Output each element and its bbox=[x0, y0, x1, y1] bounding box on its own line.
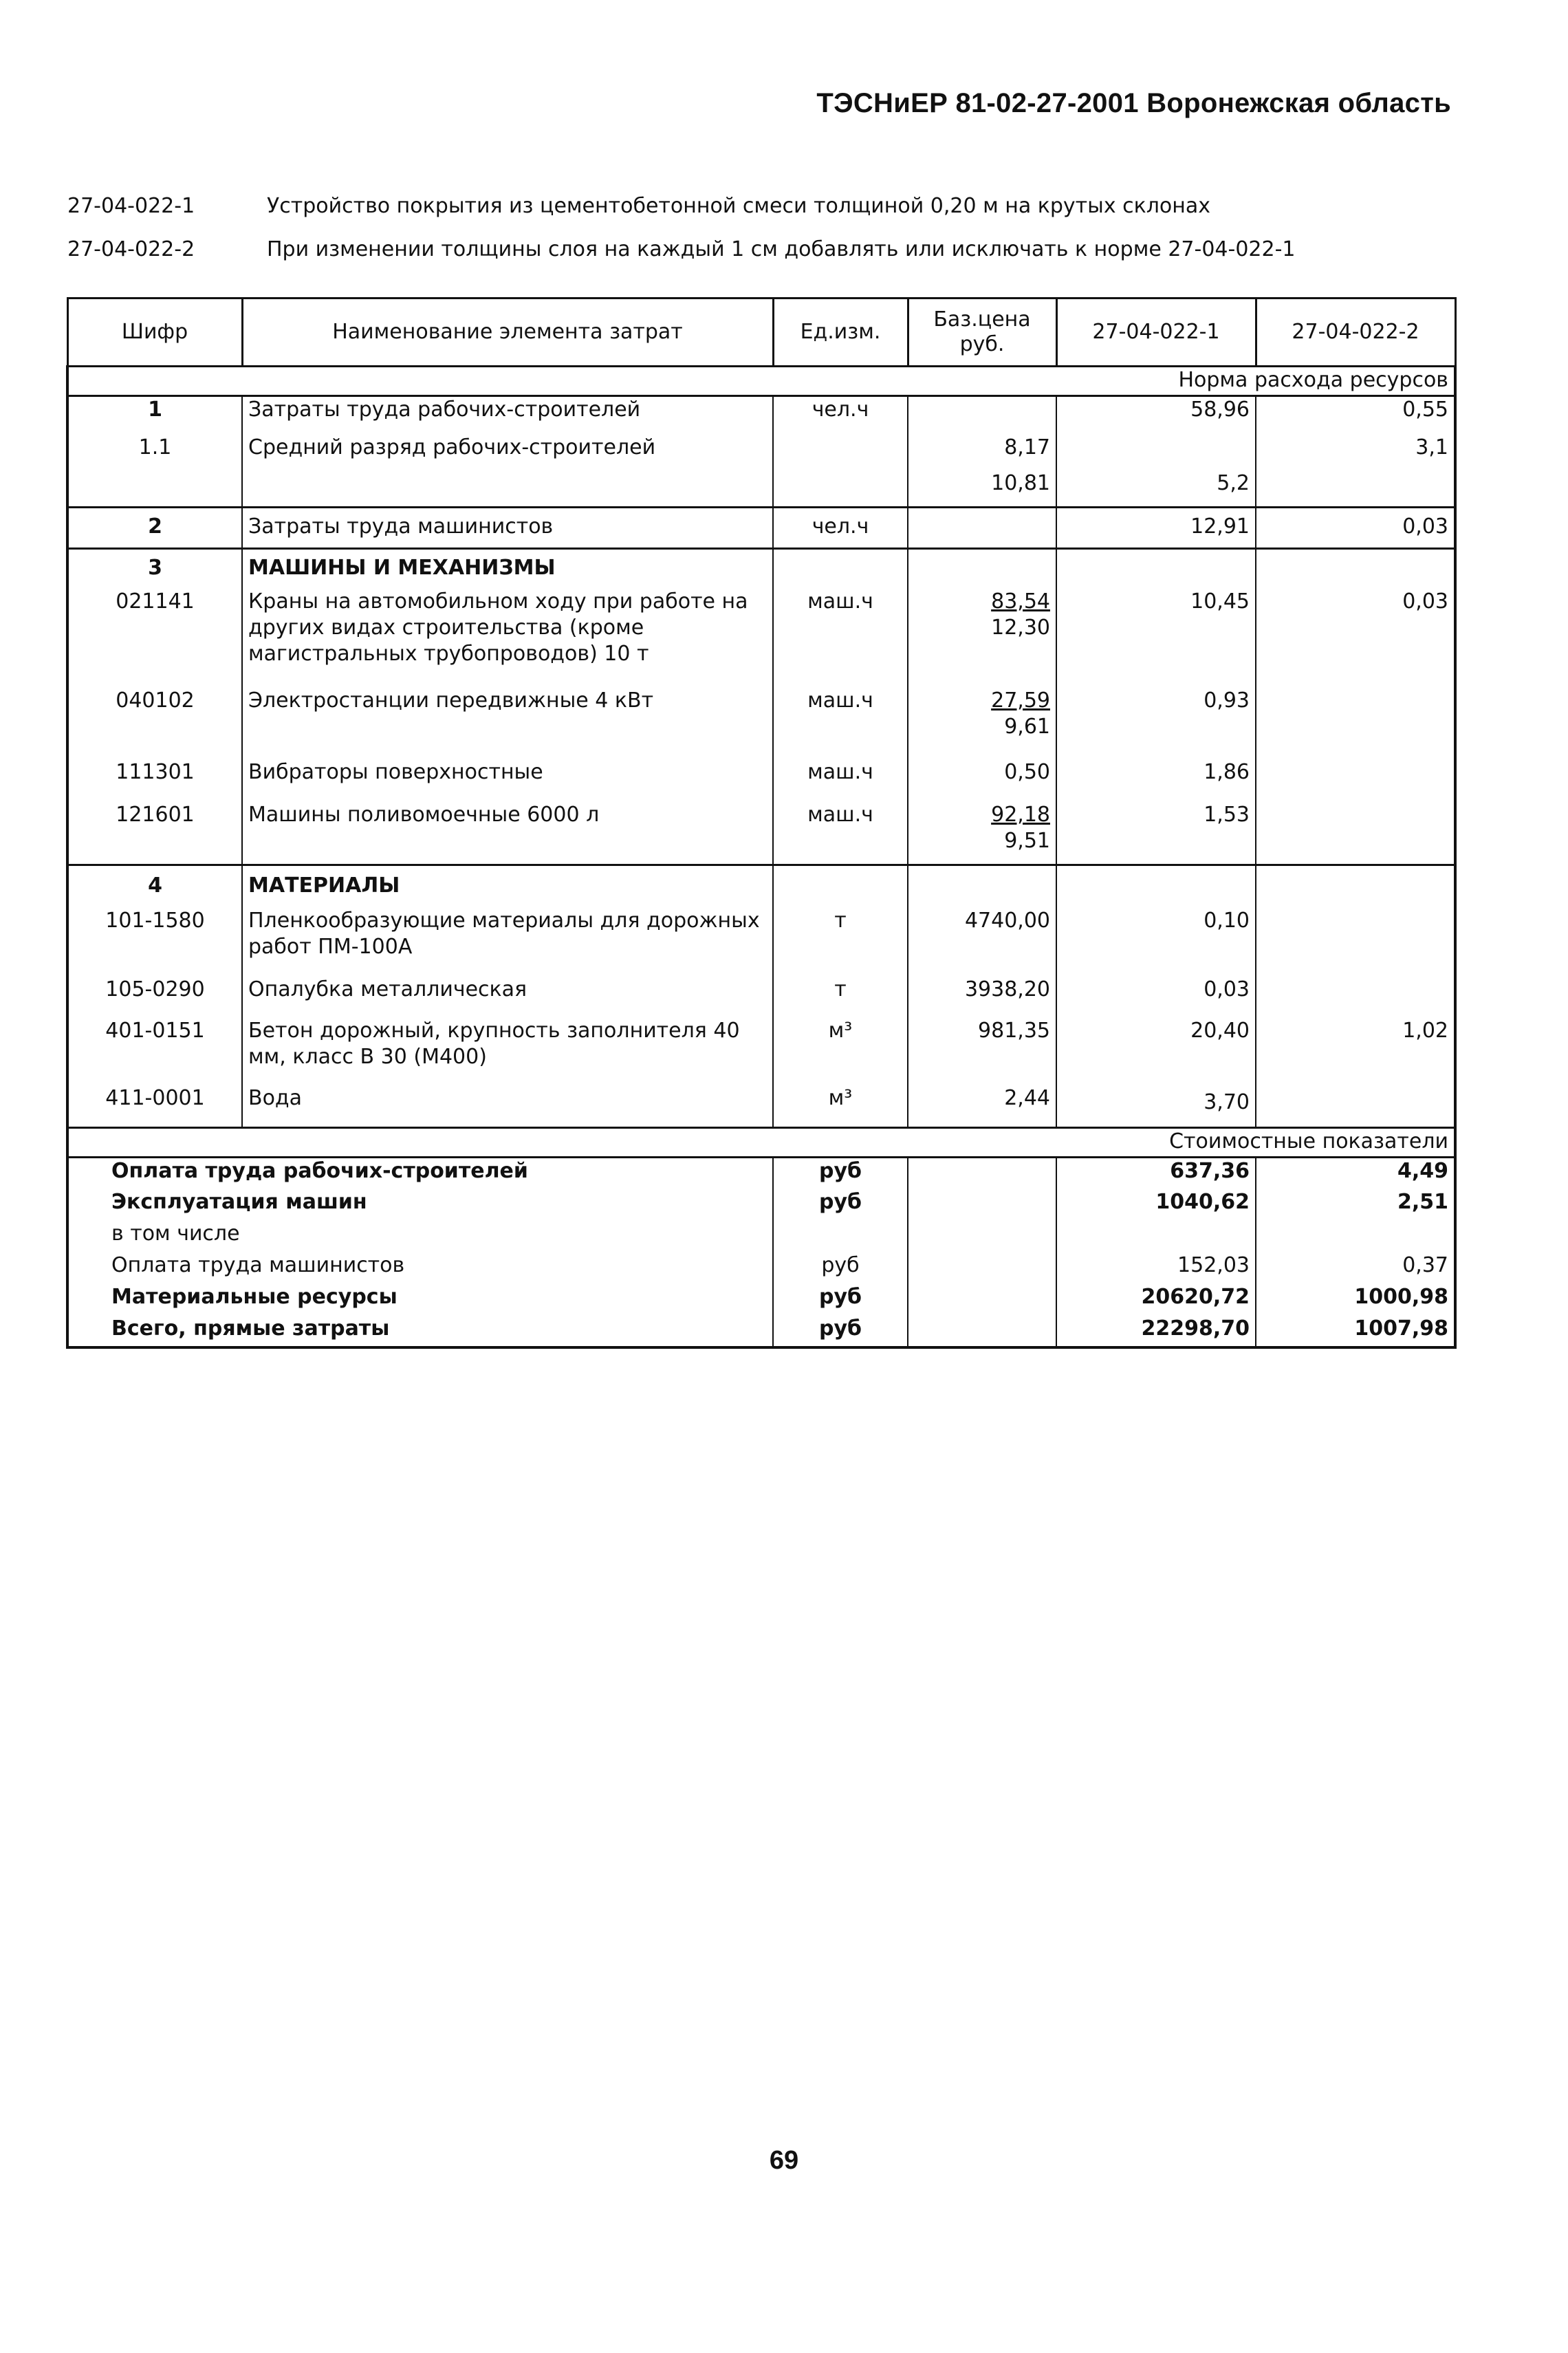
table-row bbox=[67, 688, 1455, 759]
cell-unit: маш.ч bbox=[773, 802, 908, 865]
cost-row bbox=[67, 1316, 1455, 1347]
cell-code: 040102 bbox=[67, 688, 242, 759]
cell-norm-1: 20,40 bbox=[1056, 1018, 1256, 1085]
section-title: МАТЕРИАЛЫ bbox=[242, 865, 773, 908]
cell-code: 1 bbox=[67, 396, 242, 435]
cell-name: Краны на автомобильном ходу при работе на других видах строительства (кроме магистральных трубопроводов) 10 т bbox=[242, 589, 773, 688]
cell-price bbox=[908, 435, 1056, 508]
cost-value-1: 22298,70 bbox=[1056, 1316, 1256, 1347]
cell-price: 4740,00 bbox=[908, 908, 1056, 977]
table-row bbox=[67, 802, 1455, 865]
cell-code: 401-0151 bbox=[67, 1018, 242, 1085]
price-value-secondary: 12,30 bbox=[991, 615, 1050, 640]
cell-name: Пленкообразующие материалы для дорожных работ ПМ-100А bbox=[242, 908, 773, 977]
cell-price bbox=[908, 688, 1056, 759]
cell-norm-2 bbox=[1256, 688, 1455, 759]
cell-name: Бетон дорожный, крупность заполнителя 40 мм, класс В 30 (М400) bbox=[242, 1018, 773, 1085]
band-row bbox=[67, 367, 1455, 396]
cell-price bbox=[908, 589, 1056, 688]
header-unit: Ед.изм. bbox=[773, 299, 908, 367]
table-row bbox=[67, 435, 1455, 508]
section-row bbox=[67, 549, 1455, 589]
cell-code: 1.1 bbox=[67, 435, 242, 508]
header-code: Шифр bbox=[67, 299, 242, 367]
cost-unit bbox=[773, 1221, 908, 1253]
cell-name: Затраты труда машинистов bbox=[242, 508, 773, 549]
cell-norm-1 bbox=[1056, 435, 1256, 508]
price-value: 8,17 bbox=[1004, 435, 1050, 459]
header-price: Баз.цена руб. bbox=[908, 299, 1056, 367]
cost-value-2: 1007,98 bbox=[1256, 1316, 1455, 1347]
cell-norm-2: 3,1 bbox=[1415, 435, 1448, 459]
cell-norm-2 bbox=[1256, 802, 1455, 865]
cell-name: Средний разряд рабочих-строителей bbox=[242, 435, 773, 508]
cell-price: 2,44 bbox=[908, 1085, 1056, 1128]
band-costs: Стоимостные показатели bbox=[67, 1128, 1455, 1158]
cell-norm-1: 12,91 bbox=[1056, 508, 1256, 549]
table-row bbox=[67, 589, 1455, 688]
table-row bbox=[67, 508, 1455, 549]
cell-code: 3 bbox=[67, 549, 242, 589]
price-value: 27,59 bbox=[991, 688, 1050, 713]
cell-norm-1: 10,45 bbox=[1056, 589, 1256, 688]
price-value: 92,18 bbox=[991, 802, 1050, 827]
cell-name: Опалубка металлическая bbox=[242, 977, 773, 1018]
section-title: МАШИНЫ И МЕХАНИЗМЫ bbox=[242, 549, 773, 589]
cell-norm-1: 0,10 bbox=[1056, 908, 1256, 977]
cost-label: в том числе bbox=[67, 1221, 773, 1253]
price-value-secondary: 10,81 bbox=[991, 470, 1050, 495]
norm-code: 27-04-022-1 bbox=[67, 194, 195, 218]
table-row bbox=[67, 1085, 1455, 1128]
norm-value: 5,2 bbox=[1217, 470, 1250, 495]
cell-price bbox=[908, 396, 1056, 435]
cell-norm-1: 58,96 bbox=[1056, 396, 1256, 435]
cost-label: Эксплуатация машин bbox=[67, 1189, 773, 1221]
cell-unit: т bbox=[773, 908, 908, 977]
cell-code: 101-1580 bbox=[67, 908, 242, 977]
cost-unit: руб bbox=[773, 1284, 908, 1316]
cell-norm-2: 1,02 bbox=[1402, 1018, 1448, 1043]
cost-value-2 bbox=[1256, 1221, 1455, 1253]
cell-code: 021141 bbox=[67, 589, 242, 688]
cell-unit bbox=[773, 435, 908, 508]
cost-value-1: 1040,62 bbox=[1056, 1189, 1256, 1221]
cell-code: 411-0001 bbox=[67, 1085, 242, 1128]
cell-unit: маш.ч bbox=[773, 759, 908, 802]
table-header-row bbox=[67, 299, 1455, 367]
norm-code: 27-04-022-2 bbox=[67, 237, 195, 261]
cost-value-2: 1000,98 bbox=[1354, 1284, 1448, 1309]
cell-norm-1: 1,86 bbox=[1056, 759, 1256, 802]
cell-norm-1: 3,70 bbox=[1056, 1085, 1256, 1128]
cell-norm-2: 0,03 bbox=[1402, 589, 1448, 614]
table-row bbox=[67, 396, 1455, 435]
cost-value-2: 4,49 bbox=[1397, 1159, 1448, 1183]
cell-norm-2 bbox=[1256, 908, 1455, 977]
cost-row bbox=[67, 1189, 1455, 1221]
cost-unit: руб bbox=[773, 1253, 908, 1284]
norm-description: Устройство покрытия из цементобетонной смеси толщиной 0,20 м на крутых склонах bbox=[267, 194, 1211, 218]
cell-price: 0,50 bbox=[908, 759, 1056, 802]
cell-name: Машины поливомоечные 6000 л bbox=[242, 802, 773, 865]
header-norm-2: 27-04-022-2 bbox=[1256, 299, 1455, 367]
header-name: Наименование элемента затрат bbox=[242, 299, 773, 367]
document-title: ТЭСНиЕР 81-02-27-2001 Воронежская область bbox=[816, 88, 1451, 118]
norm-line bbox=[67, 194, 1210, 218]
table-row bbox=[67, 759, 1455, 802]
cell-unit: т bbox=[773, 977, 908, 1018]
cost-row bbox=[67, 1158, 1455, 1189]
cost-value-1 bbox=[1056, 1221, 1256, 1253]
cell-price bbox=[908, 508, 1056, 549]
price-value-secondary: 9,61 bbox=[1004, 714, 1050, 739]
header-norm-1: 27-04-022-1 bbox=[1056, 299, 1256, 367]
cost-row bbox=[67, 1284, 1455, 1316]
cost-label: Всего, прямые затраты bbox=[67, 1316, 773, 1347]
cell-price: 3938,20 bbox=[908, 977, 1056, 1018]
section-row bbox=[67, 865, 1455, 908]
cost-unit: руб bbox=[773, 1158, 908, 1189]
page-number: 69 bbox=[769, 2146, 799, 2175]
cell-code: 105-0290 bbox=[67, 977, 242, 1018]
norm-description: При изменении толщины слоя на каждый 1 см добавлять или исключать к норме 27-04-022-1 bbox=[267, 237, 1296, 261]
cell-norm-2 bbox=[1256, 1085, 1455, 1128]
table-row bbox=[67, 908, 1455, 977]
cell-unit: маш.ч bbox=[773, 688, 908, 759]
band-resources: Норма расхода ресурсов bbox=[67, 367, 1455, 396]
cell-code: 111301 bbox=[67, 759, 242, 802]
cost-value-1: 152,03 bbox=[1056, 1253, 1256, 1284]
cost-row bbox=[67, 1253, 1455, 1284]
cell-norm-2 bbox=[1256, 759, 1455, 802]
norm-line bbox=[67, 237, 1296, 261]
cell-norm-2 bbox=[1256, 977, 1455, 1018]
cell-name: Вода bbox=[242, 1085, 773, 1128]
cost-value-2: 2,51 bbox=[1397, 1189, 1448, 1214]
cell-price: 981,35 bbox=[908, 1018, 1056, 1085]
cell-code: 121601 bbox=[67, 802, 242, 865]
cell-name: Вибраторы поверхностные bbox=[242, 759, 773, 802]
cost-value-1: 20620,72 bbox=[1056, 1284, 1256, 1316]
cell-norm-1: 0,03 bbox=[1056, 977, 1256, 1018]
cell-unit: чел.ч bbox=[773, 508, 908, 549]
cell-norm-1: 0,93 bbox=[1056, 688, 1256, 759]
price-value: 83,54 bbox=[991, 589, 1050, 614]
cost-label: Материальные ресурсы bbox=[67, 1284, 773, 1316]
cost-label: Оплата труда машинистов bbox=[67, 1253, 773, 1284]
cell-unit: чел.ч bbox=[773, 396, 908, 435]
cost-value-1: 637,36 bbox=[1056, 1158, 1256, 1189]
cost-value-2: 0,37 bbox=[1402, 1253, 1448, 1277]
cell-code: 2 bbox=[67, 508, 242, 549]
cell-name: Электростанции передвижные 4 кВт bbox=[242, 688, 773, 759]
cell-name: Затраты труда рабочих-строителей bbox=[242, 396, 773, 435]
cost-unit: руб bbox=[773, 1316, 908, 1347]
cell-price bbox=[908, 802, 1056, 865]
cell-unit: м³ bbox=[773, 1085, 908, 1128]
cell-unit: м³ bbox=[773, 1018, 908, 1085]
band-row bbox=[67, 1128, 1455, 1158]
table-row bbox=[67, 977, 1455, 1018]
cell-norm-2: 0,55 bbox=[1402, 398, 1448, 422]
cost-unit: руб bbox=[773, 1189, 908, 1221]
cost-label: Оплата труда рабочих-строителей bbox=[67, 1158, 773, 1189]
resource-table bbox=[66, 297, 1457, 1349]
price-value-secondary: 9,51 bbox=[1004, 828, 1050, 853]
table-row bbox=[67, 1018, 1455, 1085]
cell-norm-2: 0,03 bbox=[1256, 508, 1455, 549]
cell-norm-1: 1,53 bbox=[1056, 802, 1256, 865]
cell-unit: маш.ч bbox=[773, 589, 908, 688]
cell-code: 4 bbox=[67, 865, 242, 908]
cost-row bbox=[67, 1221, 1455, 1253]
